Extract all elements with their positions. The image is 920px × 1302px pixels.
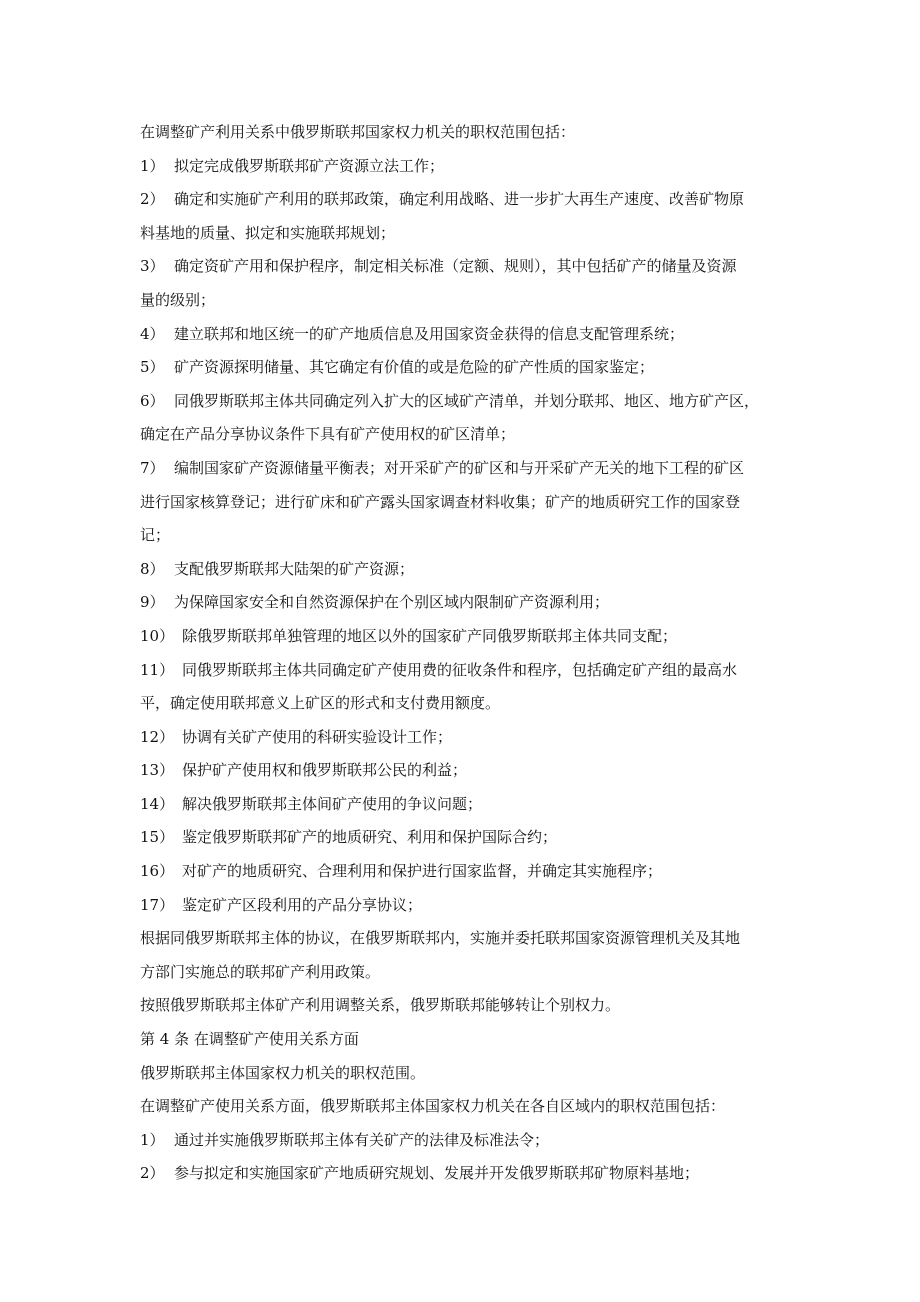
paragraph-line [140, 418, 780, 452]
paragraph-line [140, 1023, 780, 1057]
line-text: 根据同俄罗斯联邦主体的协议，在俄罗斯联邦内，实施并委托联邦国家资源管理机关及其地 [140, 929, 741, 948]
line-text: 同俄罗斯联邦主体共同确定列入扩大的区域矿产清单，并划分联邦、地区、地方矿产区， [174, 391, 760, 410]
paragraph-line [140, 486, 780, 520]
list-item [140, 855, 780, 889]
line-text: 拟定完成俄罗斯联邦矿产资源立法工作； [174, 156, 445, 175]
line-text: 参与拟定和实施国家矿产地质研究规划、发展并开发俄罗斯联邦矿物原料基地； [174, 1164, 700, 1183]
list-item [140, 385, 780, 419]
paragraph-line [140, 284, 780, 318]
document-body [140, 116, 780, 1191]
line-text: 矿产资源探明储量、其它确定有价值的或是危险的矿产性质的国家鉴定； [174, 358, 655, 377]
paragraph-line [140, 989, 780, 1023]
line-text: 对矿产的地质研究、合理利用和保护进行国家监督，并确定其实施程序； [182, 862, 663, 881]
line-text: 第 4 条 在调整矿产使用关系方面 [140, 1030, 359, 1049]
item-number: 7） [140, 458, 165, 477]
line-text: 料基地的质量、拟定和实施联邦规划； [140, 223, 396, 242]
list-item [140, 150, 780, 184]
item-number: 4） [140, 324, 165, 343]
line-text: 鉴定俄罗斯联邦矿产的地质研究、利用和保护国际合约； [182, 828, 558, 847]
item-number: 3） [140, 257, 165, 276]
line-text: 保护矿产使用权和俄罗斯联邦公民的利益； [182, 761, 468, 780]
line-text: 记； [140, 526, 171, 545]
item-number: 1） [140, 1130, 165, 1149]
item-number: 8） [140, 559, 165, 578]
item-number: 1） [140, 156, 165, 175]
item-number: 2） [140, 1164, 165, 1183]
line-text: 方部门实施总的联邦矿产利用政策。 [140, 962, 381, 981]
list-item [140, 788, 780, 822]
line-text: 确定资矿产用和保护程序，制定相关标准（定额、规则），其中包括矿产的储量及资源 [174, 257, 737, 276]
list-item [140, 183, 780, 217]
paragraph-line [140, 922, 780, 956]
line-text: 协调有关矿产使用的科研实验设计工作； [182, 727, 453, 746]
list-item [140, 250, 780, 284]
paragraph-line [140, 1057, 780, 1091]
list-item [140, 586, 780, 620]
item-number: 15） [140, 828, 175, 847]
line-text: 俄罗斯联邦主体国家权力机关的职权范围。 [140, 1063, 426, 1082]
line-text: 支配俄罗斯联邦大陆架的矿产资源； [174, 559, 415, 578]
line-text: 编制国家矿产资源储量平衡表；对开采矿产的矿区和与开采矿产无关的地下工程的矿区 [174, 458, 745, 477]
item-number: 16） [140, 862, 175, 881]
line-text: 进行国家核算登记；进行矿床和矿产露头国家调查材料收集；矿产的地质研究工作的国家登 [140, 492, 741, 511]
item-number: 10） [140, 626, 175, 645]
item-number: 9） [140, 593, 165, 612]
line-text: 在调整矿产利用关系中俄罗斯联邦国家权力机关的职权范围包括： [140, 123, 576, 141]
list-item [140, 889, 780, 923]
paragraph-line [140, 956, 780, 990]
paragraph-line [140, 687, 780, 721]
item-number: 11） [140, 660, 175, 679]
line-text: 通过并实施俄罗斯联邦主体有关矿产的法律及标准法令； [174, 1130, 550, 1149]
list-item [140, 351, 780, 385]
line-text: 建立联邦和地区统一的矿产地质信息及用国家资金获得的信息支配管理系统； [174, 324, 685, 343]
line-text: 除俄罗斯联邦单独管理的地区以外的国家矿产同俄罗斯联邦主体共同支配； [182, 626, 678, 645]
item-number: 17） [140, 895, 175, 914]
list-item [140, 821, 780, 855]
list-item [140, 620, 780, 654]
line-text: 在调整矿产使用关系方面，俄罗斯联邦主体国家权力机关在各自区域内的职权范围包括： [140, 1097, 726, 1116]
line-text: 确定和实施矿产利用的联邦政策，确定利用战略、进一步扩大再生产速度、改善矿物原 [174, 190, 745, 209]
item-number: 14） [140, 794, 175, 813]
list-item [140, 452, 780, 486]
item-number: 13） [140, 761, 175, 780]
line-text: 鉴定矿产区段利用的产品分享协议； [182, 895, 423, 914]
list-item [140, 553, 780, 587]
item-number: 2） [140, 190, 165, 209]
list-item [140, 654, 780, 688]
item-number: 12） [140, 727, 175, 746]
list-item [140, 754, 780, 788]
line-text: 为保障国家安全和自然资源保护在个别区域内限制矿产资源利用； [174, 593, 610, 612]
item-number: 6） [140, 391, 165, 410]
line-text: 同俄罗斯联邦主体共同确定矿产使用费的征收条件和程序，包括确定矿产组的最高水 [182, 660, 738, 679]
line-text: 量的级别； [140, 290, 216, 309]
line-text: 解决俄罗斯联邦主体间矿产使用的争议问题； [182, 794, 483, 813]
paragraph-line [140, 116, 780, 150]
list-item [140, 721, 780, 755]
line-text: 确定在产品分享协议条件下具有矿产使用权的矿区清单； [140, 425, 516, 444]
list-item [140, 1157, 780, 1191]
item-number: 5） [140, 358, 165, 377]
paragraph-line [140, 217, 780, 251]
line-text: 按照俄罗斯联邦主体矿产利用调整关系，俄罗斯联邦能够转让个别权力。 [140, 996, 621, 1015]
paragraph-line [140, 1090, 780, 1124]
line-text: 平，确定使用联邦意义上矿区的形式和支付费用额度。 [140, 694, 501, 713]
paragraph-line [140, 519, 780, 553]
list-item [140, 1124, 780, 1158]
list-item [140, 318, 780, 352]
